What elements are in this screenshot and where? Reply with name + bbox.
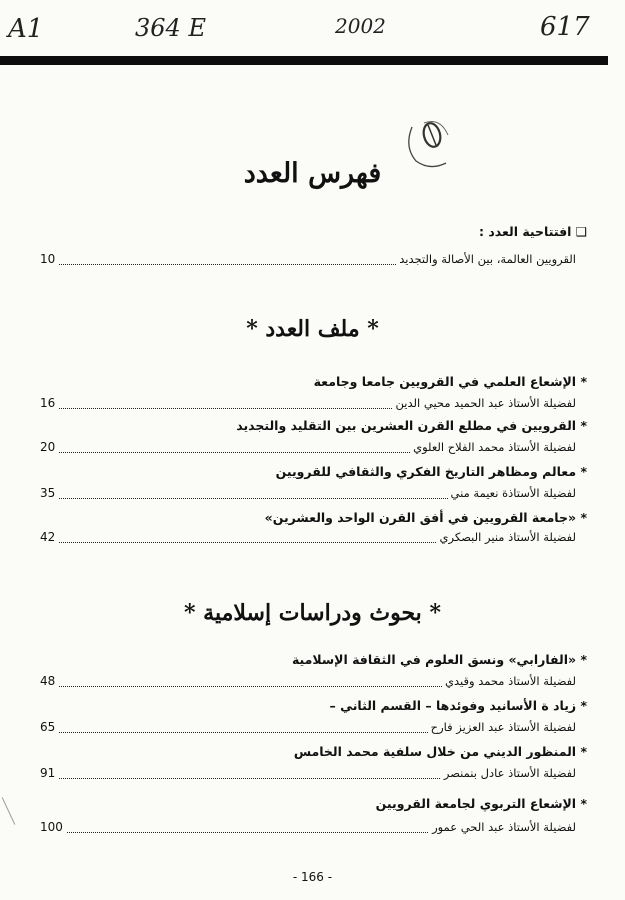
scan-artifact	[2, 797, 16, 825]
section-title-dossier: * ملف العدد *	[246, 316, 379, 342]
toc-entry[interactable]	[40, 530, 580, 548]
toc-heading: * الإشعاع العلمي في القرويين جامعا وجامعة	[313, 374, 587, 389]
page-footer-number: - 166 -	[292, 870, 333, 884]
toc-heading: * زياد ة الأسانيد وفوئدها – القسم الثاني –	[329, 698, 587, 713]
handwritten-left-mark: A1	[8, 14, 44, 44]
toc-entry[interactable]	[40, 720, 580, 738]
entry-title: القرويين العالمة، بين الأصالة والتجديد	[396, 252, 576, 266]
page-number: 91	[40, 766, 58, 780]
asterisk-bullet-icon: *	[580, 698, 587, 713]
asterisk-bullet-icon: *	[580, 652, 587, 667]
entry-author: لفضيلة الأستاذ عبد الحي عمور	[429, 820, 576, 834]
page-number: 48	[40, 674, 58, 688]
page-number: 20	[40, 440, 58, 454]
toc-heading: * معالم ومظاهر التاريخ الفكري والثقافي للقرويين	[275, 464, 587, 479]
asterisk-bullet-icon: *	[580, 744, 587, 759]
toc-entry[interactable]	[40, 486, 580, 504]
toc-entry[interactable]	[40, 440, 580, 458]
toc-entry[interactable]	[40, 252, 580, 270]
toc-heading: * الإشعاع التربوي لجامعة القرويين	[375, 796, 587, 811]
checkbox-marker-icon: ❑	[575, 224, 587, 239]
entry-author: لفضيلة الأستاذ عادل بنمنصر	[441, 766, 576, 780]
toc-heading: * المنظور الديني من خلال سلفية محمد الخامس	[293, 744, 587, 759]
asterisk-bullet-icon: *	[580, 464, 587, 479]
page-number: 42	[40, 530, 58, 544]
entry-author: لفضيلة الأستاذ محمد وقيدي	[442, 674, 576, 688]
toc-entry[interactable]	[40, 674, 580, 692]
asterisk-bullet-icon: *	[580, 418, 587, 433]
entry-author: لفضيلة الأستاذ عبد الحميد محيي الدين	[393, 396, 576, 410]
entry-author: لفضيلة الأستاذ عبد العزيز فارح	[428, 720, 576, 734]
page-number: 35	[40, 486, 58, 500]
toc-heading-editorial: ❑ افتتاحية العدد :	[478, 224, 587, 239]
entry-author: لفضيلة الأستاذ محمد الفلاح العلوي	[410, 440, 576, 454]
toc-heading: * «الفارابي» ونسق العلوم في الثقافة الإسلامية	[291, 652, 587, 667]
asterisk-bullet-icon: *	[580, 510, 587, 525]
page-number: 10	[40, 252, 58, 266]
toc-entry[interactable]	[40, 396, 580, 414]
entry-author: لفضيلة الأستاذ منير البصكري	[437, 530, 576, 544]
handwritten-number: 617	[540, 12, 590, 42]
section-title-islamic-studies: * بحوث ودراسات إسلامية *	[184, 600, 441, 626]
toc-heading: * «جامعة القرويين في أفق القرن الواحد والعشرين»	[264, 510, 587, 525]
entry-author: لفضيلة الأستاذة نعيمة مني	[448, 486, 576, 500]
toc-heading: * القرويين في مطلع القرن العشرين بين التقليد والتجديد	[236, 418, 587, 433]
page-title: فهرس العدد	[243, 158, 382, 189]
header-rule	[0, 56, 608, 65]
page-number: 100	[40, 820, 66, 834]
asterisk-bullet-icon: *	[580, 796, 587, 811]
toc-entry[interactable]	[40, 766, 580, 784]
handwritten-year: 2002	[335, 14, 386, 38]
toc-entry[interactable]	[40, 820, 580, 838]
asterisk-bullet-icon: *	[580, 374, 587, 389]
page-number: 65	[40, 720, 58, 734]
handwritten-code: 364 E	[135, 14, 206, 42]
page-number: 16	[40, 396, 58, 410]
